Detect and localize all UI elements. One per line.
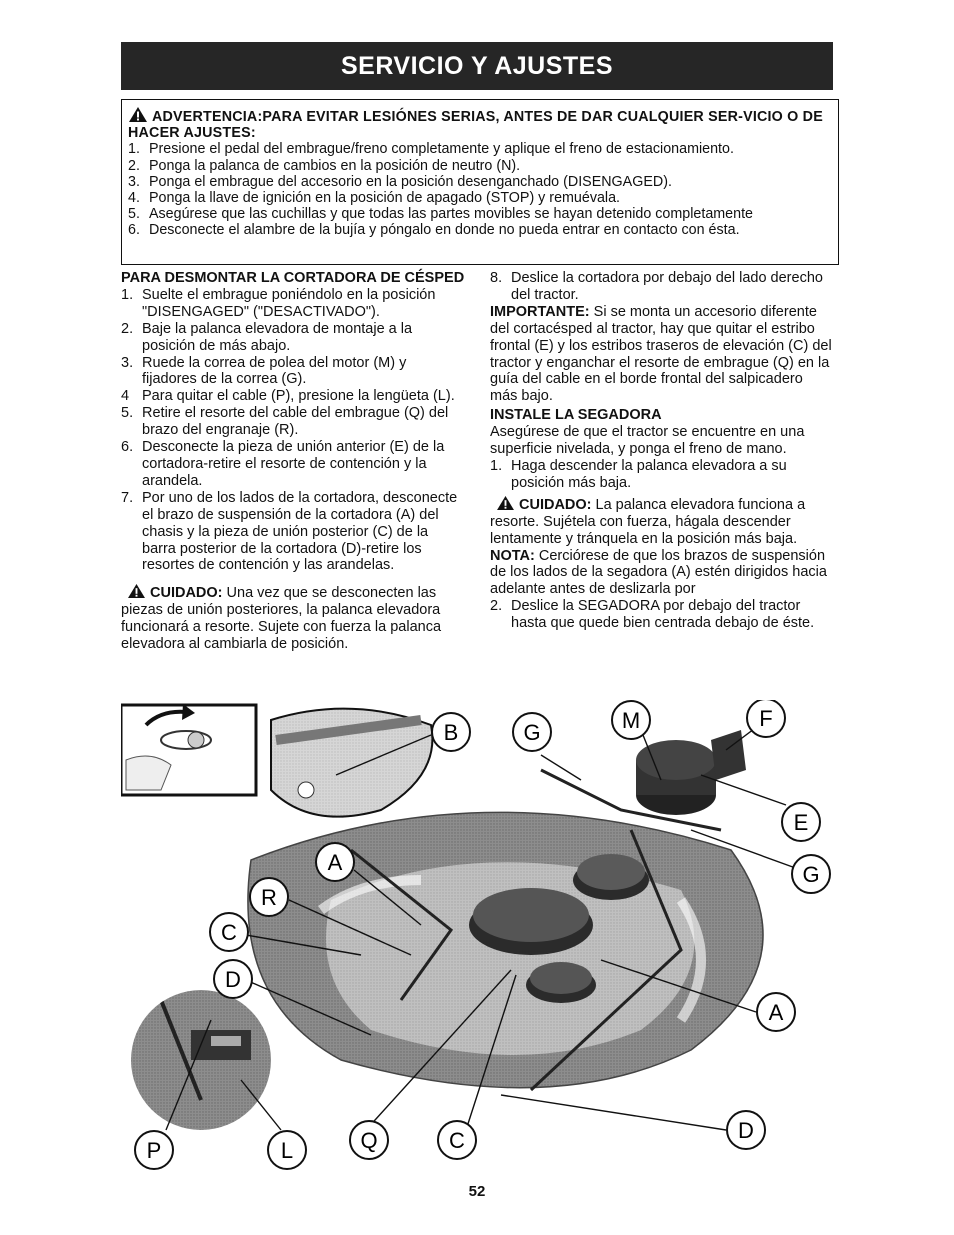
- list-item: 2. Ponga la palanca de cambios en la posición de neutro (N).: [128, 157, 521, 174]
- warning-triangle-icon: [127, 583, 146, 599]
- callout-q: [350, 1121, 388, 1159]
- callout-g-right: [792, 855, 830, 893]
- svg-text:R: R: [261, 885, 277, 910]
- list-item: 3. Ponga el embrague del accesorio en la posición desenganchado (DISENGAGED).: [128, 173, 672, 190]
- inset-cable-detail: [131, 990, 271, 1130]
- callout-g-top: [513, 713, 551, 751]
- svg-text:L: L: [280, 1138, 294, 1163]
- svg-text:C: C: [449, 1128, 465, 1153]
- svg-text:A: A: [768, 1000, 784, 1025]
- list-item: 1. Suelte el embrague poniéndolo en la posición "DISENGAGED" ("DESACTIVADO").: [121, 286, 436, 320]
- mower-diagram: [121, 700, 847, 1170]
- svg-text:C: C: [221, 920, 237, 945]
- svg-text:E: E: [793, 810, 809, 835]
- callout-m: [612, 701, 650, 739]
- list-item: 5. Retire el resorte del cable del embrague (Q) del brazo del engranaje (R).: [121, 405, 449, 439]
- callout-a-right: [757, 993, 795, 1031]
- right-column: [490, 270, 834, 632]
- list-item: 1. Haga descender la palanca elevadora a su posición más baja.: [490, 457, 787, 491]
- left-caution: CUIDADO: Una vez que se desconecten las piezas de unión posteriores, la palanca elevadora funcionará a resorte. Sujete con fuerza la palanca elevadora al cambiarla de posición.: [121, 585, 442, 653]
- svg-text:M: M: [621, 708, 641, 733]
- callout-d-left: [214, 960, 252, 998]
- svg-text:F: F: [759, 706, 773, 731]
- page-title: SERVICIO Y AJUSTES: [340, 51, 614, 80]
- warning-triangle-icon: [496, 495, 515, 511]
- warning-heading-text: ADVERTENCIA:PARA EVITAR LESIÓNES SERIAS, ANTES DE DAR CUALQUIER SER-VICIO O DE HACER AJUSTES:: [128, 109, 823, 142]
- callout-r: [250, 878, 288, 916]
- list-item: 7. Por uno de los lados de la cortadora, desconecte el brazo de suspensión de la cortadora (A) del chasis y la pieza de unión posterior (C) de la barra posterior de la cortadora (D)-retire los resortes de contención y las arandelas.: [121, 489, 458, 574]
- callout-a-left: [316, 843, 354, 881]
- left-steps: [121, 287, 465, 574]
- svg-text:P: P: [146, 1138, 162, 1163]
- svg-text:A: A: [327, 850, 343, 875]
- callout-e: [782, 803, 820, 841]
- list-item: 4. Ponga la llave de ignición en la posición de apagado (STOP) y remuévala.: [128, 190, 621, 207]
- list-item: 8. Deslice la cortadora por debajo del lado derecho del tractor.: [490, 270, 823, 303]
- warning-box: [121, 99, 839, 265]
- svg-text:D: D: [225, 967, 241, 992]
- left-heading: PARA DESMONTAR LA CORTADORA DE CÉSPED: [121, 270, 465, 286]
- svg-text:G: G: [523, 720, 541, 745]
- list-item: 3. Ruede la correa de polea del motor (M) y fijadores de la correa (G).: [121, 354, 407, 388]
- svg-text:B: B: [443, 720, 459, 745]
- right-caution: CUIDADO: La palanca elevadora funciona a resorte. Sujétela con fuerza, hágala descender lentamente y tránquela en la posición más baja.: [490, 496, 806, 547]
- right-note: NOTA: Cerciórese de que los brazos de suspensión de los lados de la segadora (A) estén dirigidos hacia adelante antes de deslizarla por: [490, 547, 827, 598]
- warning-list: [128, 141, 836, 238]
- callout-f: [747, 700, 785, 737]
- callout-c-bottom: [438, 1121, 476, 1159]
- callout-c-left: [210, 913, 248, 951]
- svg-text:G: G: [802, 862, 820, 887]
- list-item: 6. Desconecte el alambre de la bujía y póngalo en donde no pueda entrar en contacto con ésta.: [128, 222, 740, 239]
- important-note: IMPORTANTE: Si se monta un accesorio diferente del cortacésped al tractor, hay que quitar el estribo frontal (E) y los estribos traseros de elevación (C) del tractor y enganchar el resorte de embrague (Q) en la guía del cable en el borde frontal del salpicadero más bajo.: [490, 303, 832, 405]
- list-item: 6. Desconecte la pieza de unión anterior (E) de la cortadora-retire el resorte de contención y la arandela.: [121, 439, 445, 489]
- callout-d-right: [727, 1111, 765, 1149]
- list-item: 2. Deslice la SEGADORA por debajo del tractor hasta que quede bien centrada debajo de éste.: [490, 598, 815, 632]
- warning-triangle-icon: [128, 106, 148, 123]
- callout-p: [135, 1131, 173, 1169]
- page-number: 52: [468, 1183, 486, 1200]
- left-column: [121, 270, 465, 653]
- install-heading: INSTALE LA SEGADORA: [490, 407, 662, 424]
- inset-pin-detail: [271, 709, 432, 817]
- callout-l: [268, 1131, 306, 1169]
- svg-text:D: D: [738, 1118, 754, 1143]
- svg-text:Q: Q: [360, 1128, 378, 1153]
- list-item: 1. Presione el pedal del embrague/freno completamente y aplique el freno de estacionamiento.: [128, 141, 734, 158]
- list-item: 2. Baje la palanca elevadora de montaje a la posición de más abajo.: [121, 320, 413, 354]
- callout-b: [432, 713, 470, 751]
- install-intro: Asegúrese de que el tractor se encuentre en una superficie nivelada, y ponga el freno de mano.: [490, 424, 805, 458]
- inset-lift-handle: [121, 704, 256, 795]
- list-item: 4 Para quitar el cable (P), presione la lengüeta (L).: [121, 388, 455, 405]
- list-item: 5. Asegúrese que las cuchillas y que todas las partes movibles se hayan detenido completamente: [128, 206, 754, 223]
- warning-heading: [128, 106, 836, 141]
- section-banner: [121, 42, 833, 90]
